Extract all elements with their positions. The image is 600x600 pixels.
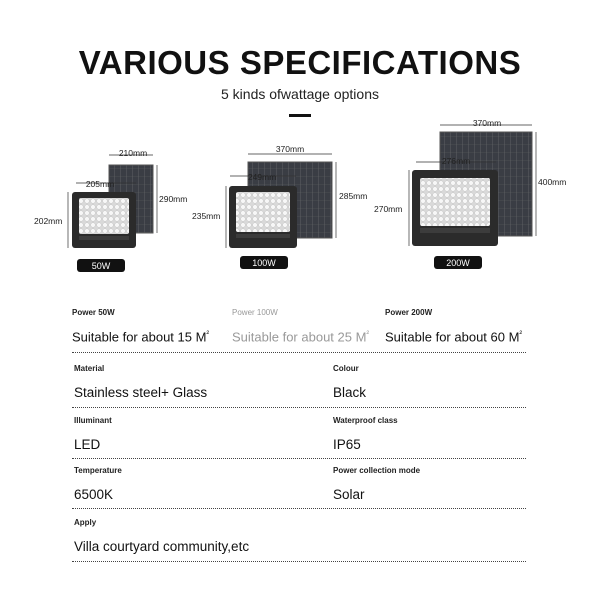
spec-waterproof-class: Waterproof class IP65: [333, 416, 398, 452]
spec-illuminant: Illuminant LED: [74, 416, 112, 452]
product-200w: [374, 120, 566, 269]
led-array-100w: [236, 192, 290, 232]
power-options: [0, 308, 600, 358]
dim-panel-width-100w: 370mm: [275, 144, 305, 154]
spec-apply: Apply Villa courtyard community,etc: [74, 518, 250, 554]
divider: [72, 508, 526, 509]
power-option-100w: [232, 308, 369, 344]
product-illustrations: [0, 120, 600, 280]
divider: [72, 561, 526, 562]
power-label: Power 100W: [232, 308, 278, 317]
led-array-50w: [79, 198, 129, 234]
dim-lamp-height-200w: 270mm: [374, 204, 403, 214]
dim-lamp-height-50w: 202mm: [34, 216, 63, 226]
tag-label-100w: 100W: [252, 258, 276, 268]
power-value: Suitable for about 60 $M^{^2}$: [385, 329, 523, 345]
product-lineup: [0, 120, 600, 280]
spec-power-collection-mode: Power collection mode Solar: [333, 466, 421, 502]
dim-panel-height-200w: 400mm: [538, 177, 567, 187]
title-underline: [289, 114, 311, 117]
power-option-200w: [385, 308, 522, 344]
power-label: Power 50W: [72, 308, 115, 317]
led-array-200w: [420, 178, 490, 226]
tag-label-50w: 50W: [91, 261, 111, 271]
dim-panel-width-200w: 370mm: [472, 120, 502, 128]
tag-label-200w: 200W: [446, 258, 470, 268]
dim-panel-width-50w: 210mm: [118, 148, 148, 158]
dim-lamp-height-100w: 235mm: [192, 211, 221, 221]
dim-lamp-width-50w: 205mm: [85, 179, 115, 189]
dim-lamp-width-100w: 249mm: [247, 172, 277, 182]
spec-colour: Colour Black: [333, 364, 367, 400]
product-100w: [192, 144, 367, 269]
divider: [72, 458, 526, 459]
dim-lamp-width-200w: 276mm: [441, 156, 471, 166]
dim-panel-height-100w: 285mm: [339, 191, 368, 201]
power-value: Suitable for about 25 $M^{^2}$: [232, 329, 370, 345]
dim-panel-height-50w: 290mm: [159, 194, 188, 204]
spec-temperature: Temperature 6500K: [74, 466, 122, 502]
spec-material: Material Stainless steel+ Glass: [74, 364, 208, 400]
page-title: VARIOUS SPECIFICATIONS: [78, 44, 522, 81]
divider: [72, 352, 526, 353]
power-value: Suitable for about 15 $M^{^2}$: [72, 329, 210, 345]
divider: [72, 407, 526, 408]
power-option-50w: [72, 308, 209, 344]
product-50w: [34, 148, 187, 272]
page-subtitle: 5 kinds ofwattage options: [221, 86, 379, 102]
power-label: Power 200W: [385, 308, 433, 317]
